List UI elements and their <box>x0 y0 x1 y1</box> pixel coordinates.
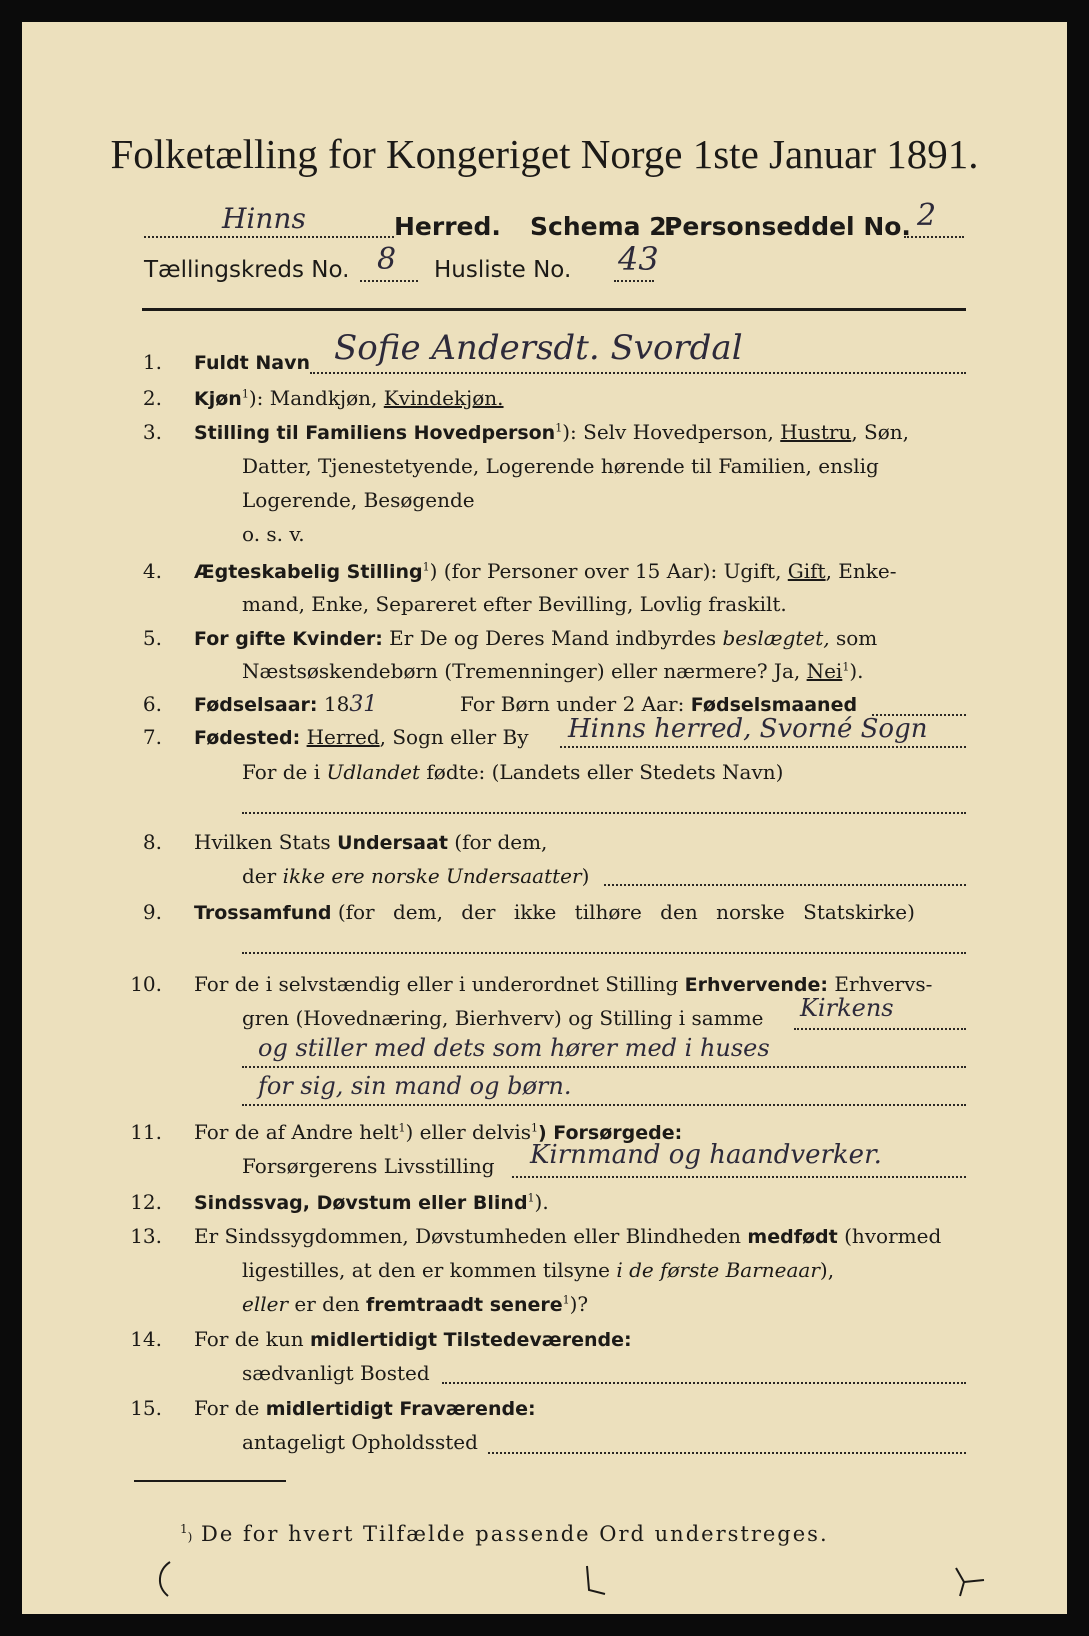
q13-label: medfødt <box>747 1226 838 1248</box>
q15-number: 15. <box>130 1396 162 1420</box>
q7-udlandet: Udlandet <box>326 760 421 784</box>
q2-label: Kjøn <box>194 388 242 410</box>
q14-label: midlertidigt Tilstedeværende: <box>309 1329 632 1351</box>
form-title: Folketælling for Kongeriget Norge 1ste Januar 1891. <box>110 131 979 177</box>
q10-dotted-line-3 <box>242 1104 966 1106</box>
q3-text-a: ): Selv Hovedperson, <box>562 420 774 444</box>
q8-line2a: der <box>242 864 277 888</box>
personseddel-number: 2 <box>917 198 937 233</box>
q13-line2b: ), <box>819 1258 835 1282</box>
q1-label: Fuldt Navn <box>194 352 311 374</box>
q5-text-a: Er De og Deres Mand indbyrdes <box>389 626 717 650</box>
q2-sup: 1 <box>241 387 249 401</box>
q9-dotted-line <box>242 952 966 954</box>
q15-label: midlertidigt Fraværende: <box>265 1398 536 1420</box>
husliste-label: Husliste No. <box>434 257 572 283</box>
q11-sup-2: 1 <box>531 1121 538 1135</box>
q11-dotted-line <box>512 1176 966 1178</box>
q2-option-male: ): Mandkjøn, <box>248 386 378 410</box>
q5-sup: 1 <box>842 660 850 674</box>
q1-answer: Sofie Andersdt. Svordal <box>334 328 743 368</box>
q11-handwritten: Kirnmand og haandverker. <box>530 1140 882 1170</box>
q15-dotted-line <box>488 1452 966 1454</box>
q13-sup: 1 <box>562 1293 570 1307</box>
q10-handwritten-2: og stiller med dets som hører med i huses <box>258 1034 770 1062</box>
q3-line2: Datter, Tjenestetyende, Logerende hørende til Familien, enslig <box>242 454 879 478</box>
herred-label: Herred. <box>394 212 501 241</box>
q13-line3-italic: eller <box>242 1292 289 1316</box>
q7-line2a: For de i <box>242 760 321 784</box>
q7-label: Fødested: <box>194 727 301 749</box>
q10-text-b: Erhvervs- <box>834 972 933 996</box>
q3-text-b: , Søn, <box>851 420 910 444</box>
q3-line4: o. s. v. <box>242 522 305 546</box>
q8-label: Undersaat <box>337 832 448 854</box>
taellingskreds-number: 8 <box>377 242 397 277</box>
footnote-text: De for hvert Tilfælde passende Ord understreges. <box>201 1522 829 1546</box>
q11-text-b: ) eller delvis <box>405 1120 531 1144</box>
q4-text-a: ) (for Personer over 15 Aar): Ugift, <box>429 559 782 583</box>
q12-label: Sindssvag, Døvstum eller Blind <box>194 1192 528 1214</box>
q3-label: Stilling til Familiens Hovedperson <box>194 422 556 444</box>
q9-text: (for dem, der ikke tilhøre den norske Statskirke) <box>337 900 915 924</box>
census-form: Folketælling for Kongeriget Norge 1ste Januar 1891. Hinns Herred. Schema 2. Personseddel No. 2 Tællingskreds No. 8 Husliste No. 43 1. Fuldt Navn Sofie Andersdt. Svordal 2. Kjøn$^1$): Mandkjøn, Kvindekjøn. 3. Stilling til Familiens Hovedperson$^1$): Selv Hovedperson, Hustru, Søn, Datter, Tjenestetyende, Logerende hørende til Familien, enslig Logerende, Besøgende o. s. v. 4. Ægteskabelig Stilling$^1$) (for Personer over 15 Aar): Ugift, Gift, Enke- mand, Enke, Separeret efter Bevilling, Lovlig fraskilt. 5. For gifte Kvinder: Er De og Deres Mand indbyrdes beslægtet, som Næstsøskendebørn (Tremenninger) eller nærmere? Ja, Nei$^1$). 6. Fødselsaar: 1831 For Børn under 2 Aar: Fødselsmaaned 7. Fødested: Herred, Sogn eller By Hinns herred, Svorné Sogn For de i Udlandet fødte: (Landets eller Stedets Navn) 8. Hvilken Stats Undersaat (for dem, der ikke ere norske Undersaatter) 9. Trossamfund (for dem, der ikke tilhøre den norske Statskirke) 10. For de i selvstændig eller i underordnet Stilling Erhvervende: Erhvervs- gren (Hovednæring, Bierhverv) og Stilling i samme Kirkens og stiller med dets som hører med i huses for sig, sin mand og børn. 11. For de af Andre helt$^1$) eller delvis$^1$) Forsørgede: Forsørgerens Livsstilling Kirnmand og haandverker. 12. Sindssvag, Døvstum eller Blind$^1$). 13. Er Sindssygdommen, Døvstumheden eller Blindheden medfødt (hvormed ligestilles, at den er kommen tilsyne i de første Barneaar), eller er den fremtraadt senere$^1$)? 14. For de kun midlertidigt Tilstedeværende: sædvanligt Bosted 15. For de midlertidigt Fraværende: antageligt Opholdssted $^1$) De for hvert Tilfælde passende Ord understreges. <box>22 22 1067 1614</box>
taellingskreds-dotted-line <box>360 280 418 282</box>
q13-line3b: )? <box>569 1292 589 1316</box>
q7-herred: Herred <box>306 725 380 749</box>
husliste-number: 43 <box>618 240 659 278</box>
taellingskreds-label: Tællingskreds No. <box>144 257 350 283</box>
q3-hustru: Hustru <box>780 420 852 444</box>
q3-sup: 1 <box>555 421 563 435</box>
q9-number: 9. <box>142 900 162 924</box>
herred-dotted-line <box>144 236 394 238</box>
q11-sup-1: 1 <box>398 1121 406 1135</box>
herred-handwritten: Hinns <box>222 202 306 235</box>
corner-mark-center <box>577 1560 613 1600</box>
q13-text-b: (hvormed <box>844 1224 942 1248</box>
personseddel-dotted-line <box>904 236 964 238</box>
footnote-sup: 1 <box>180 1522 188 1536</box>
q14-dotted-line <box>442 1382 966 1384</box>
q8-text-a: Hvilken Stats <box>194 830 331 854</box>
q7-birthplace-handwritten: Hinns herred, Svorné Sogn <box>568 714 928 744</box>
q1-number: 1. <box>142 350 162 374</box>
q12-end: ). <box>534 1190 549 1214</box>
q7-dotted-line <box>560 746 966 748</box>
q6-prefix: 18 <box>323 692 350 716</box>
footnote-rule <box>134 1480 286 1482</box>
q13-line3-bold: fremtraadt senere <box>366 1294 563 1316</box>
q5-label: For gifte Kvinder: <box>194 628 383 650</box>
q2-number: 2. <box>142 386 162 410</box>
q8-dotted-line <box>604 884 966 886</box>
q1-dotted-line <box>310 372 966 374</box>
q13-line2-italic: i de første Barneaar <box>616 1258 820 1282</box>
q6-label-b: Fødselsmaaned <box>690 694 858 716</box>
q8-italic: ikke ere norske Undersaatter <box>282 864 582 888</box>
q5-italic: beslægtet, <box>722 626 830 650</box>
q4-gift: Gift <box>787 559 826 583</box>
q11-line2: Forsørgerens Livsstilling <box>242 1154 495 1178</box>
q6-label: Fødselsaar: <box>194 694 318 716</box>
q6-text-b: For Børn under 2 Aar: <box>460 692 685 716</box>
q5-line2b: ). <box>849 659 864 683</box>
q3-line3: Logerende, Besøgende <box>242 488 475 512</box>
q6-number: 6. <box>142 692 162 716</box>
q2-option-female: Kvindekjøn. <box>383 386 504 410</box>
q7-text-a: , Sogn eller By <box>379 725 529 749</box>
q4-text-b: , Enke- <box>825 559 897 583</box>
q12-number: 12. <box>130 1190 162 1214</box>
q10-text-a: For de i selvstændig eller i underordnet Stilling <box>194 972 679 996</box>
schema-label: Schema 2. <box>530 212 677 241</box>
q10-label: Erhvervende: <box>684 974 829 996</box>
q10-dotted-line <box>794 1028 966 1030</box>
q14-line2: sædvanligt Bosted <box>242 1361 430 1385</box>
q5-nei: Nei <box>806 659 843 683</box>
q11-label: ) Forsørgede: <box>538 1122 683 1144</box>
q12-sup: 1 <box>527 1191 535 1205</box>
q4-sup: 1 <box>422 560 430 574</box>
q10-handwritten-1: Kirkens <box>800 994 894 1022</box>
q13-line3a: er den <box>294 1292 360 1316</box>
q15-text-a: For de <box>194 1396 260 1420</box>
q10-number: 10. <box>130 972 162 996</box>
q6-birthyear-handwritten: 31 <box>349 692 378 717</box>
personseddel-label: Personseddel No. <box>664 212 911 241</box>
q13-number: 13. <box>130 1224 162 1248</box>
q4-label: Ægteskabelig Stilling <box>194 561 423 583</box>
q5-line2a: Næstsøskendebørn (Tremenninger) eller nærmere? Ja, <box>242 659 801 683</box>
q5-text-b: som <box>836 626 878 650</box>
q14-text-a: For de kun <box>194 1327 304 1351</box>
q11-text-a: For de af Andre helt <box>194 1120 399 1144</box>
q14-number: 14. <box>130 1327 162 1351</box>
header-rule <box>142 308 966 311</box>
q8-text-b: (for dem, <box>454 830 548 854</box>
q8-number: 8. <box>142 830 162 854</box>
corner-mark-left <box>150 1558 180 1602</box>
q13-text-a: Er Sindssygdommen, Døvstumheden eller Blindheden <box>194 1224 742 1248</box>
q5-number: 5. <box>142 626 162 650</box>
q11-number: 11. <box>130 1120 162 1144</box>
q4-line2: mand, Enke, Separeret efter Bevilling, Lovlig fraskilt. <box>242 592 787 616</box>
q7-dotted-line-2 <box>242 812 966 814</box>
q9-label: Trossamfund <box>194 902 332 924</box>
q3-number: 3. <box>142 420 162 444</box>
q10-handwritten-3: for sig, sin mand og børn. <box>258 1072 572 1100</box>
q7-line2b: fødte: (Landets eller Stedets Navn) <box>426 760 784 784</box>
q13-line2a: ligestilles, at den er kommen tilsyne <box>242 1258 610 1282</box>
q10-dotted-line-2 <box>242 1066 966 1068</box>
q8-line2b: ) <box>581 864 590 888</box>
q15-line2: antageligt Opholdssted <box>242 1430 478 1454</box>
corner-mark-right <box>950 1562 990 1602</box>
q7-number: 7. <box>142 725 162 749</box>
q10-line2: gren (Hovednæring, Bierhverv) og Stilling i samme <box>242 1006 764 1030</box>
husliste-dotted-line <box>614 280 654 282</box>
q4-number: 4. <box>142 559 162 583</box>
